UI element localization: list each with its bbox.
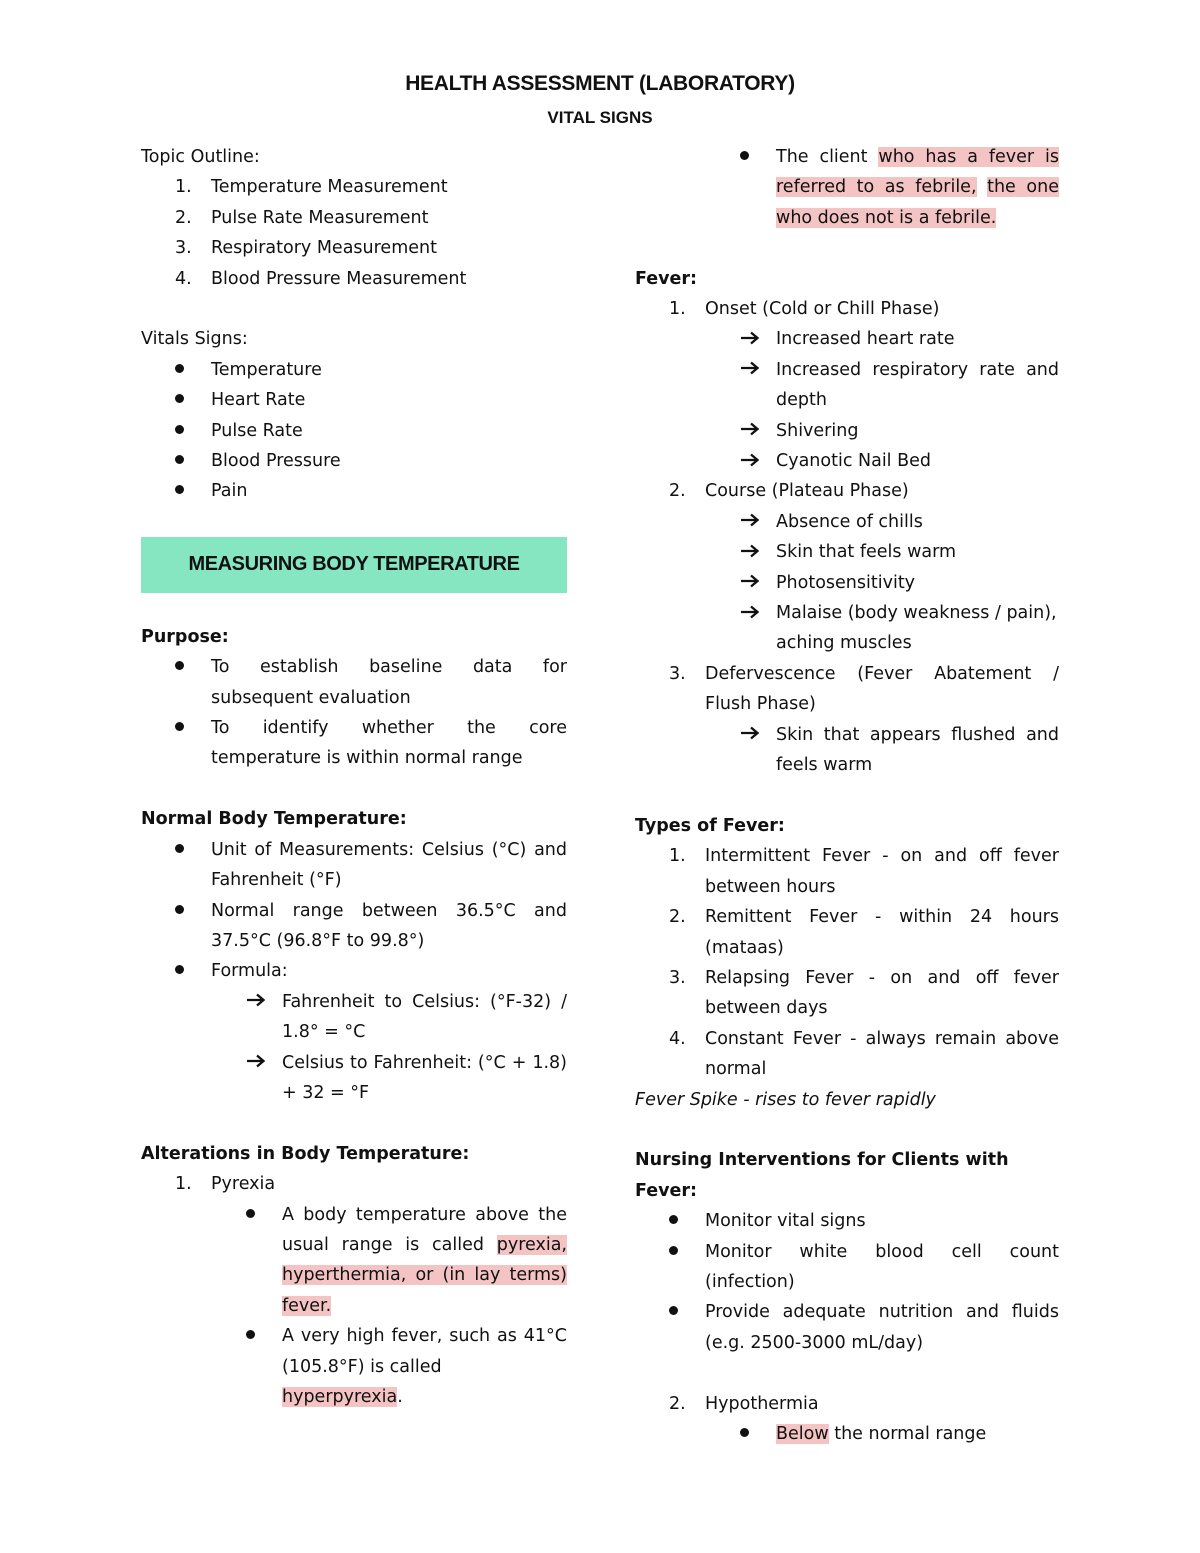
fever-phase-label: 1. Onset (Cold or Chill Phase) [669,299,940,320]
nursing-item: Provide adequate nutrition and fluids (e.g. 2500-3000 mL/day) [635,1297,1059,1358]
purpose-heading: Purpose: [141,626,229,647]
fever-spike-note: Fever Spike - rises to fever rapidly [635,1089,936,1110]
fever-phase-item: Malaise (body weakness / pain), aching muscles [635,598,1059,659]
fever-phase-item: Shivering [635,416,1059,446]
normal-temp-range: Normal range between 36.5°C and 37.5°C (96.8°F to 99.8°) [141,896,567,957]
topic-outline-heading: Topic Outline: [141,147,260,167]
arrow-right-icon [740,605,760,619]
bullet-icon [246,1330,255,1339]
bullet-icon [175,425,184,434]
nursing-item: Monitor white blood cell count (infection) [635,1237,1059,1298]
fever-phase-label: 2. Course (Plateau Phase) [669,481,909,502]
vitals-item: Pain [141,476,567,506]
arrow-right-icon [740,544,760,558]
arrow-right-icon [740,422,760,436]
arrow-right-icon [246,1054,266,1068]
fever-phase-item: Cyanotic Nail Bed [635,446,1059,476]
bullet-icon [175,394,184,403]
nursing-item: Monitor vital signs [635,1206,1059,1236]
arrow-right-icon [740,331,760,345]
bullet-icon [175,455,184,464]
bullet-icon [669,1215,678,1224]
document-title: HEALTH ASSESSMENT (LABORATORY) [405,72,795,95]
vitals-heading: Vitals Signs: [141,329,248,350]
fever-phase-item: Increased heart rate [635,324,1059,354]
right-column [635,142,1059,1449]
pyrexia-definition: A body temperature above the usual range is called pyrexia, hyperthermia, or (in lay terms) fever. [141,1200,567,1322]
fever-type-item: 3. Relapsing Fever - on and off fever between days [669,967,1059,1019]
bullet-icon [175,722,184,731]
fever-type-item: 2. Remittent Fever - within 24 hours (mataas) [669,907,1059,958]
vitals-item: Heart Rate [141,385,567,415]
hypothermia-definition: Below the normal range [635,1419,1059,1449]
vitals-item: Temperature [141,355,567,385]
arrow-right-icon [740,513,760,527]
bullet-icon [740,1428,749,1437]
pyrexia-label: 1. Pyrexia [175,1174,276,1195]
topic-outline-item: 4. Blood Pressure Measurement [175,268,467,289]
bullet-icon [175,364,184,373]
formula-f-to-c: Fahrenheit to Celsius: (°F-32) / 1.8° = °C [141,987,567,1048]
types-heading: Types of Fever: [635,815,785,836]
topic-outline-item: 3. Respiratory Measurement [175,238,437,259]
arrow-right-icon [740,453,760,467]
fever-phase-item: Skin that feels warm [635,537,1059,567]
hyperpyrexia-definition: A very high fever, such as 41°C (105.8°F) is called hyperpyrexia. [141,1321,567,1412]
bullet-icon [175,844,184,853]
normal-temp-heading: Normal Body Temperature: [141,809,407,830]
left-column [141,142,567,1412]
fever-type-item: 4. Constant Fever - always remain above normal [669,1028,1059,1080]
bullet-icon [175,485,184,494]
arrow-right-icon [740,574,760,588]
fever-type-item: 1. Intermittent Fever - on and off fever between hours [669,846,1059,897]
section-banner: MEASURING BODY TEMPERATURE [141,537,567,593]
topic-outline-item: 2. Pulse Rate Measurement [175,207,429,228]
nursing-heading: Nursing Interventions for Clients with Fever: [635,1150,1009,1201]
vitals-item: Blood Pressure [141,446,567,476]
document-subtitle: VITAL SIGNS [547,108,653,127]
bullet-icon [175,965,184,974]
fever-phase-item: Photosensitivity [635,568,1059,598]
bullet-icon [669,1306,678,1315]
febrile-note: The client who has a fever is referred to as febrile, the one who does not is a febrile. [635,142,1059,233]
purpose-item: To establish baseline data for subsequent evaluation [141,652,567,713]
bullet-icon [175,661,184,670]
hypothermia-label: 2. Hypothermia [669,1393,819,1414]
fever-heading: Fever: [635,268,698,289]
alterations-heading: Alterations in Body Temperature: [141,1143,470,1164]
formula-label: Formula: [141,956,567,986]
fever-phase-item: Absence of chills [635,507,1059,537]
fever-phase-label: 3. Defervescence (Fever Abatement / Flush Phase) [669,663,1059,715]
fever-phase-item: Increased respiratory rate and depth [635,355,1059,416]
bullet-icon [740,151,749,160]
bullet-icon [669,1246,678,1255]
purpose-item: To identify whether the core temperature is within normal range [141,713,567,774]
bullet-icon [175,905,184,914]
arrow-right-icon [740,726,760,740]
arrow-right-icon [246,993,266,1007]
arrow-right-icon [740,361,760,375]
fever-phase-item: Skin that appears flushed and feels warm [635,720,1059,781]
normal-temp-unit: Unit of Measurements: Celsius (°C) and Fahrenheit (°F) [141,835,567,896]
bullet-icon [246,1209,255,1218]
vitals-item: Pulse Rate [141,416,567,446]
topic-outline-item: 1. Temperature Measurement [175,177,448,198]
formula-c-to-f: Celsius to Fahrenheit: (°C + 1.8) + 32 = °F [141,1048,567,1109]
